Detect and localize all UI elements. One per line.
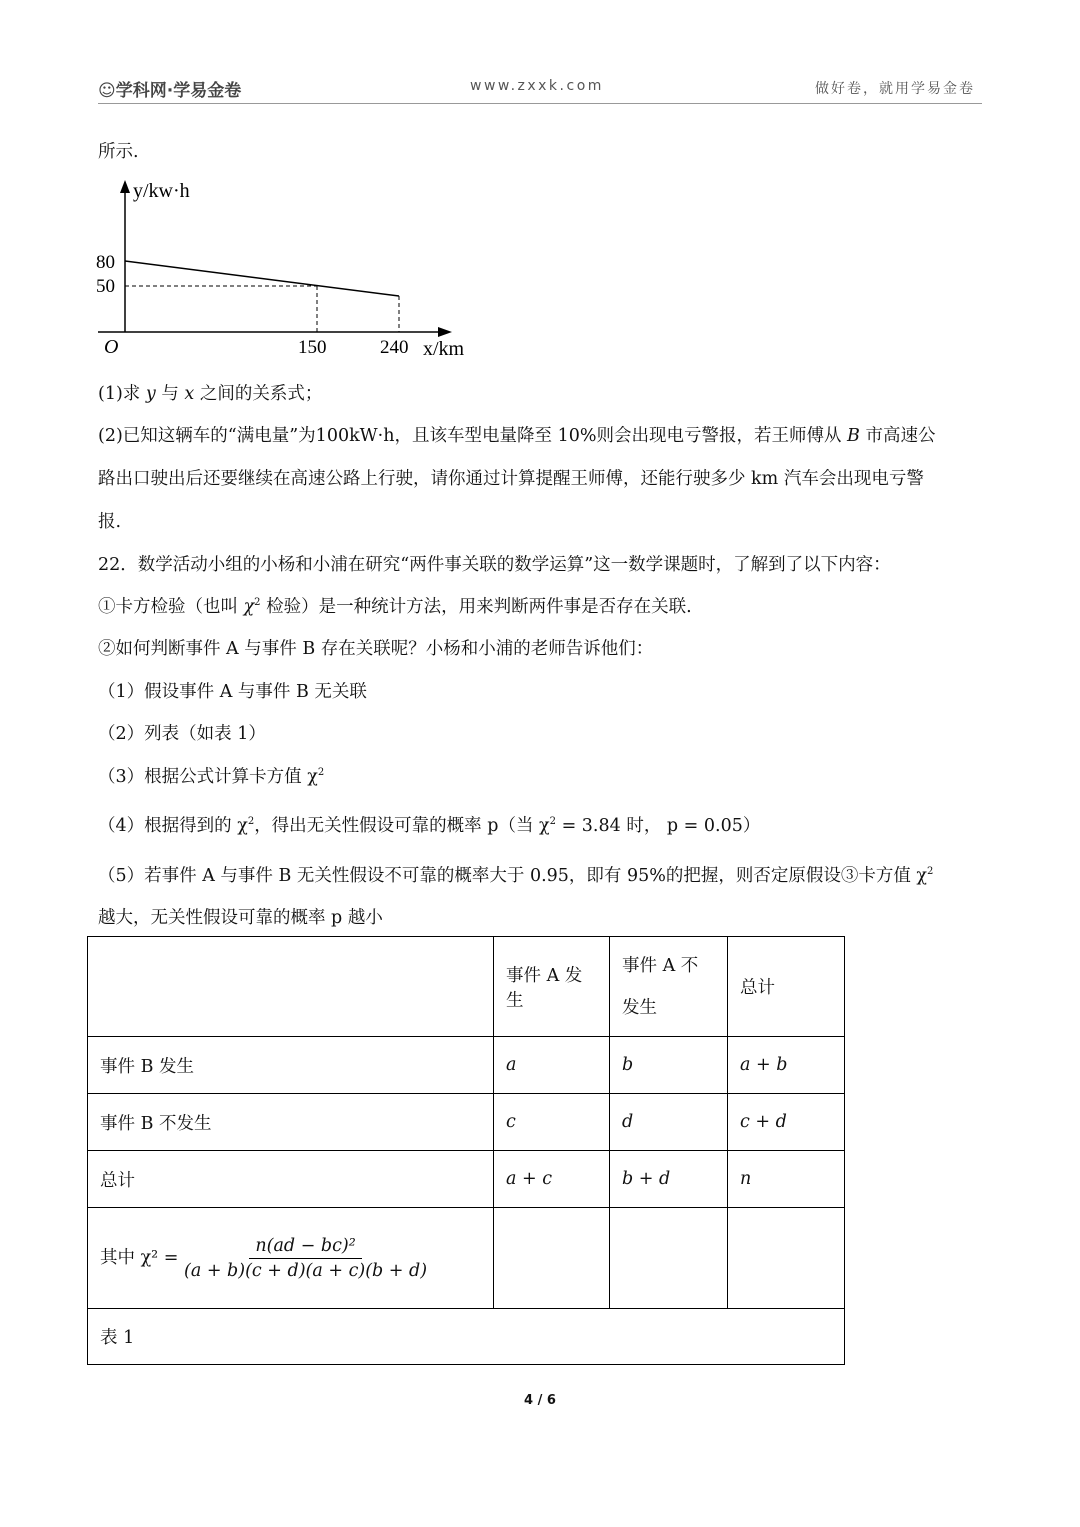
table-cell: a + b	[740, 1055, 788, 1075]
caption-row	[88, 1309, 845, 1365]
question-2-line-2: 路出口驶出后还要继续在高速公路上行驶，请你通过计算提醒王师傅，还能行驶多少 km 汽车会出现电亏警	[98, 469, 924, 489]
table-cell: 总计	[728, 937, 845, 1037]
table-cell	[610, 1208, 728, 1309]
table-cell: c	[506, 1112, 516, 1132]
header-divider	[98, 103, 982, 104]
table-cell: b + d	[622, 1169, 671, 1189]
question-2-line-3: 报.	[98, 512, 122, 532]
y-tick-50: 50	[96, 276, 115, 297]
step-2: （2）列表（如表 1）	[98, 724, 266, 744]
problem-22-intro: 22．数学活动小组的小杨和小浦在研究“两件事关联的数学运算”这一数学课题时，了解到了以下内容：	[98, 555, 891, 575]
table-cell: 事件 B 发生	[88, 1037, 494, 1094]
table-cell: a + c	[506, 1169, 553, 1189]
table-cell: a	[506, 1055, 517, 1075]
table-row	[88, 1037, 845, 1094]
origin-label: O	[104, 336, 119, 358]
table-header-row	[88, 937, 845, 1037]
site-logo: ☺学科网·学易金卷	[98, 81, 242, 101]
y-axis-label: y/kw·h	[133, 180, 190, 202]
x-axis-label: x/km	[423, 338, 465, 360]
table-cell	[88, 937, 494, 1037]
x-tick-240: 240	[380, 337, 409, 358]
table-cell: 总计	[88, 1151, 494, 1208]
table-row	[88, 1094, 845, 1151]
table-row	[88, 1151, 845, 1208]
table-cell	[728, 1208, 845, 1309]
table-cell: 事件 B 不发生	[88, 1094, 494, 1151]
step-5-line-1: （5）若事件 A 与事件 B 无关性假设不可靠的概率大于 0.95，即有 95%的把握，则否定原假设③卡方值 $\chi^2$	[98, 866, 934, 886]
logo-text: 学科网·学易金卷	[115, 81, 242, 101]
intro-text: 所示.	[98, 142, 139, 162]
line-graph	[90, 175, 490, 365]
step-1: （1）假设事件 A 与事件 B 无关联	[98, 682, 367, 702]
step-3: （3）根据公式计算卡方值 $\chi^2$	[98, 767, 325, 787]
chi-square-formula	[88, 1208, 494, 1309]
table-cell: n	[740, 1169, 752, 1189]
x-tick-150: 150	[298, 337, 327, 358]
formula-prefix: 其中 χ² =	[100, 1247, 179, 1268]
table-cell: b	[622, 1055, 634, 1075]
question-1: (1)求 y 与 x 之间的关系式；	[98, 384, 323, 404]
y-tick-80: 80	[96, 252, 115, 273]
page-number: 4 / 6	[524, 1393, 556, 1408]
formula-fraction: $\frac{\text{n(ad − bc)²}}{(a + b)(c + d)(a + c)(b + d)}$	[184, 1235, 428, 1281]
step-5-line-2: 越大，无关性假设可靠的概率 p 越小	[98, 908, 383, 928]
x-arrow	[438, 327, 452, 337]
formula-row	[88, 1208, 845, 1309]
table-cell	[494, 1208, 610, 1309]
slogan: 做好卷，就用学易金卷	[815, 81, 975, 97]
problem-22-point-1: ①卡方检验（也叫 $\chi^2$ 检验）是一种统计方法，用来判断两件事是否存在关联.	[98, 597, 692, 617]
y-arrow	[120, 180, 130, 193]
problem-22-point-2: ②如何判断事件 A 与事件 B 存在关联呢？小杨和小浦的老师告诉他们：	[98, 639, 654, 659]
question-2-line-1: (2)已知这辆车的“满电量”为100kW·h，且该车型电量降至 10%则会出现电亏警报，若王师傅从 B 市高速公	[98, 426, 936, 446]
table-cell: 事件 A 不发生	[610, 937, 728, 1037]
table-caption: 表 1	[88, 1309, 845, 1365]
data-line	[125, 261, 399, 296]
site-url: www.zxxk.com	[470, 78, 604, 94]
table-cell: d	[622, 1112, 634, 1132]
step-4: （4）根据得到的 $\chi^2$，得出无关性假设可靠的概率 p（当 $\chi^2 = 3.84$ 时， p = 0.05）	[98, 816, 761, 836]
table-cell: 事件 A 发生	[494, 937, 610, 1037]
table-cell: c + d	[740, 1112, 787, 1132]
contingency-table	[87, 936, 845, 1365]
